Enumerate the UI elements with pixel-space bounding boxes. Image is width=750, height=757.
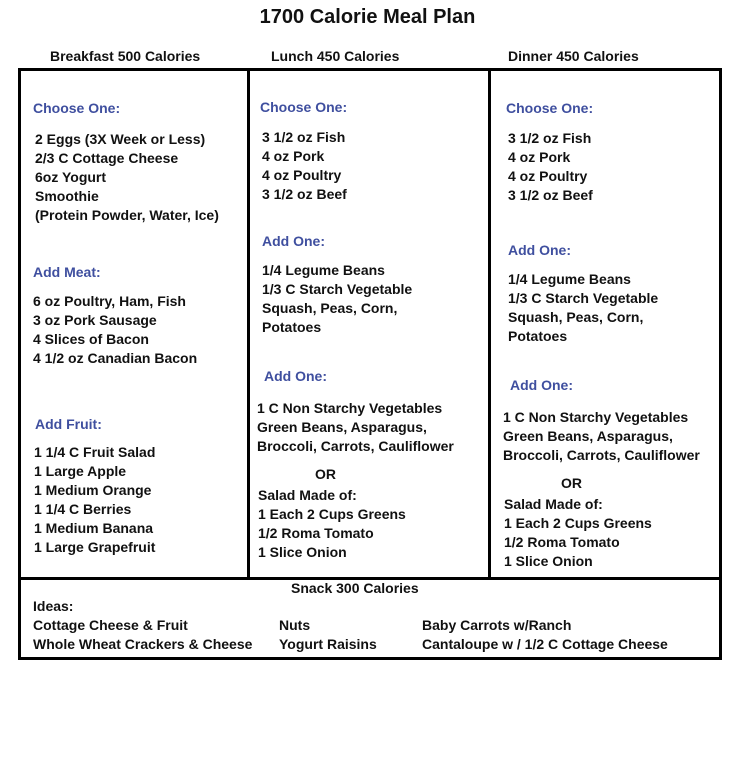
dinner-add2-list [503,408,700,465]
list-item: Smoothie [35,188,99,204]
list-item: 1 Each 2 Cups Greens [504,515,652,531]
list-item: Cottage Cheese & Fruit [33,617,188,633]
list-item: 4 1/2 oz Canadian Bacon [33,350,198,366]
breakfast-meat-list [33,292,197,368]
dinner-choose-heading: Choose One: [506,100,594,116]
dinner-or-label: OR [561,475,582,491]
breakfast-choose-heading: Choose One: [33,100,121,116]
list-item: 1/4 Legume Beans [262,262,385,278]
list-item: 2 Eggs (3X Week or Less) [35,131,206,147]
list-item: 6 oz Poultry, Ham, Fish [33,293,186,309]
list-item: 1 C Non Starchy Vegetables [503,409,689,425]
list-item: 3 1/2 oz Fish [508,130,592,146]
list-item: Salad Made of: [504,496,603,512]
breakfast-meat-heading: Add Meat: [33,264,101,280]
list-item: 1 Slice Onion [258,544,347,560]
snack-ideas-label: Ideas: [33,598,74,614]
list-item: 1/2 Roma Tomato [258,525,374,541]
page-title: 1700 Calorie Meal Plan [259,6,476,28]
list-item: 3 oz Pork Sausage [33,312,157,328]
dinner-salad-list [504,495,652,571]
dinner-column-header: Dinner 450 Calories [508,48,639,64]
lunch-add2-list [257,399,454,456]
lunch-add2-heading: Add One: [264,368,327,384]
column-divider-1 [247,71,250,577]
list-item: 4 oz Poultry [262,167,342,183]
list-item: 1 Medium Orange [34,482,152,498]
lunch-column-header: Lunch 450 Calories [271,48,400,64]
list-item: 1 C Non Starchy Vegetables [257,400,443,416]
snack-ideas-col2 [279,616,377,654]
list-item: 1 Large Grapefruit [34,539,156,555]
breakfast-fruit-heading: Add Fruit: [35,416,102,432]
list-item: Whole Wheat Crackers & Cheese [33,636,253,652]
list-item: Green Beans, Asparagus, [257,419,427,435]
list-item: 1 Slice Onion [504,553,593,569]
list-item: Nuts [279,617,311,633]
list-item: 1 1/4 C Fruit Salad [34,444,156,460]
list-item: Squash, Peas, Corn, [262,300,398,316]
list-item: 1/3 C Starch Vegetable [262,281,413,297]
list-item: 1/3 C Starch Vegetable [508,290,659,306]
snack-heading: Snack 300 Calories [291,580,419,596]
breakfast-fruit-list [34,443,155,557]
list-item: 3 1/2 oz Fish [262,129,346,145]
list-item: (Protein Powder, Water, Ice) [35,207,219,223]
list-item: 1 Each 2 Cups Greens [258,506,406,522]
lunch-or-label: OR [315,466,336,482]
list-item: 1 Large Apple [34,463,127,479]
list-item: 6oz Yogurt [35,169,107,185]
list-item: Broccoli, Carrots, Cauliflower [503,447,700,463]
breakfast-choose-list [35,130,219,225]
list-item: Broccoli, Carrots, Cauliflower [257,438,454,454]
snack-ideas-col1 [33,616,252,654]
dinner-add1-list [508,270,658,346]
list-item: Potatoes [262,319,322,335]
list-item: 1/2 Roma Tomato [504,534,620,550]
list-item: Cantaloupe w / 1/2 C Cottage Cheese [422,636,668,652]
list-item: 1 Medium Banana [34,520,154,536]
lunch-salad-list [258,486,406,562]
list-item: 4 Slices of Bacon [33,331,149,347]
list-item: Yogurt Raisins [279,636,377,652]
list-item: 1/4 Legume Beans [508,271,631,287]
lunch-choose-heading: Choose One: [260,99,348,115]
list-item: 3 1/2 oz Beef [262,186,347,202]
snack-ideas-col3 [422,616,668,654]
list-item: 4 oz Poultry [508,168,588,184]
list-item: 1 1/4 C Berries [34,501,132,517]
list-item: 4 oz Pork [508,149,571,165]
list-item: Squash, Peas, Corn, [508,309,644,325]
lunch-add1-list [262,261,412,337]
dinner-add2-heading: Add One: [510,377,573,393]
list-item: 4 oz Pork [262,148,325,164]
dinner-choose-list [508,129,593,205]
list-item: 3 1/2 oz Beef [508,187,593,203]
column-divider-2 [488,71,491,577]
list-item: Potatoes [508,328,568,344]
lunch-add1-heading: Add One: [262,233,325,249]
list-item: Salad Made of: [258,487,357,503]
list-item: Green Beans, Asparagus, [503,428,673,444]
lunch-choose-list [262,128,347,204]
breakfast-column-header: Breakfast 500 Calories [50,48,201,64]
list-item: 2/3 C Cottage Cheese [35,150,179,166]
dinner-add1-heading: Add One: [508,242,571,258]
list-item: Baby Carrots w/Ranch [422,617,572,633]
